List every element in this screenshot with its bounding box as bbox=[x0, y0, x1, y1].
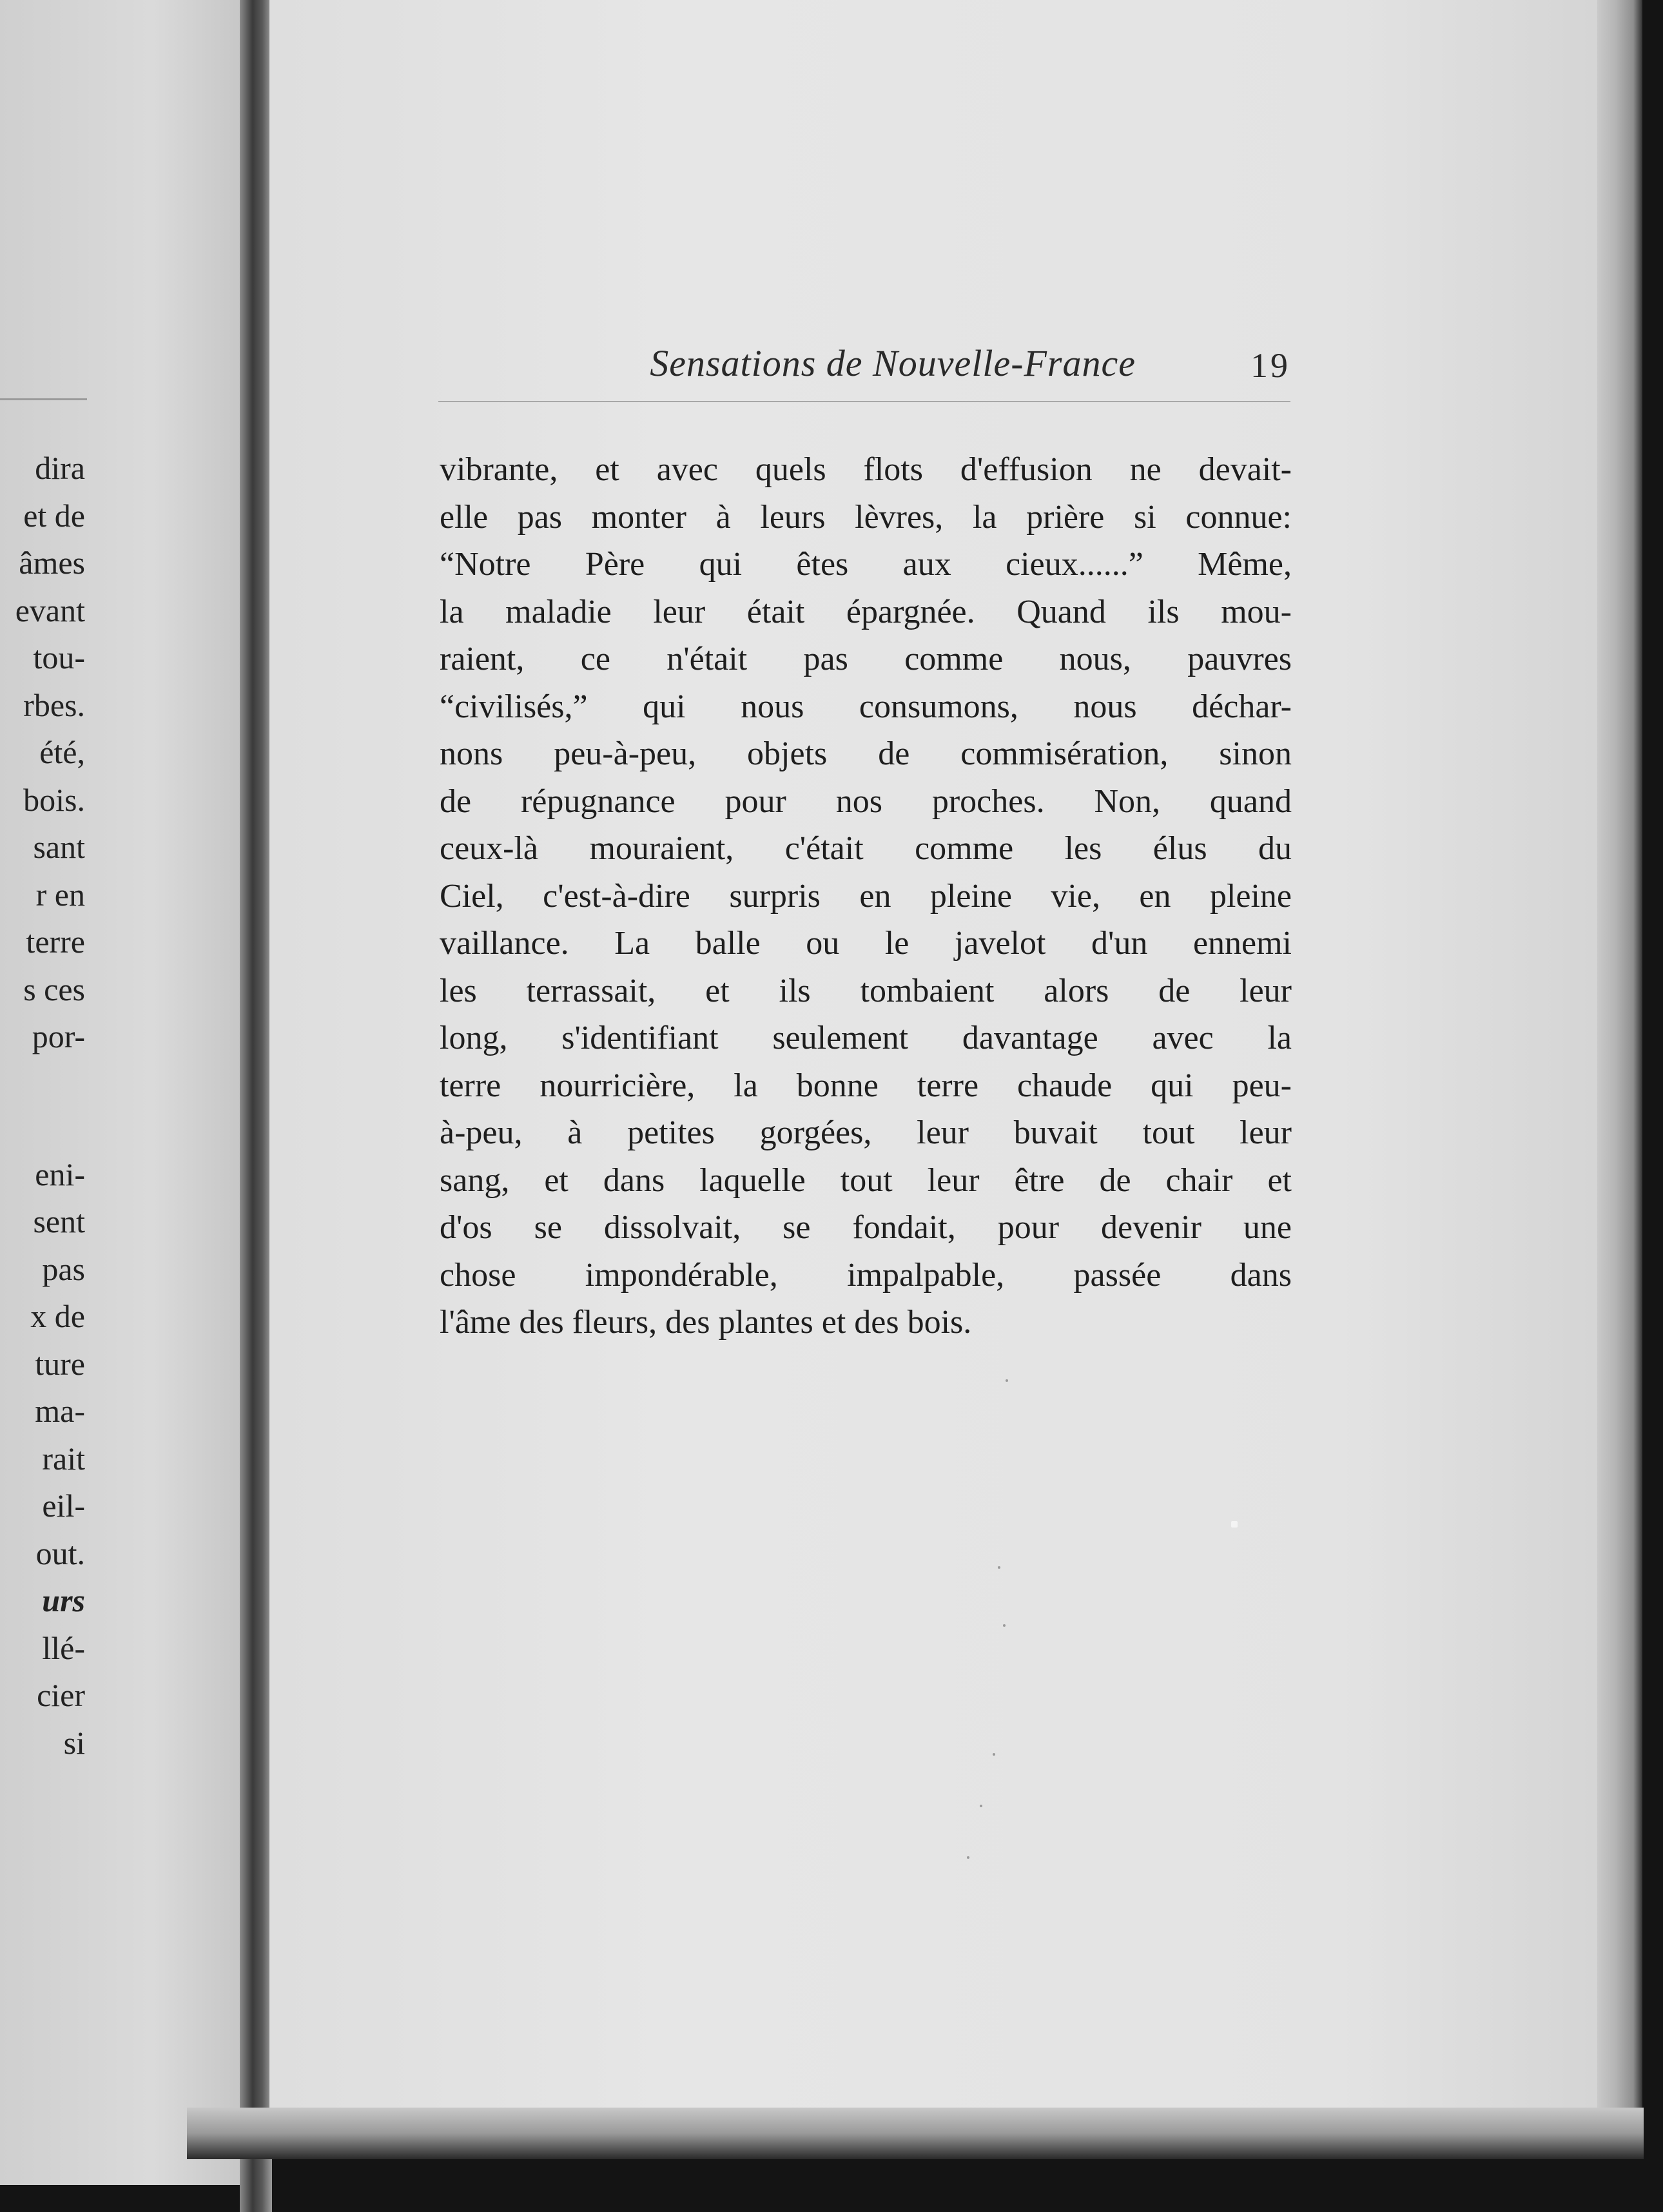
body-text bbox=[440, 446, 1292, 1346]
left-text-line: s ces bbox=[23, 971, 85, 1007]
left-text-line: bois. bbox=[23, 781, 85, 818]
page-bottom-edge bbox=[187, 2108, 1644, 2159]
bleed-through-speck bbox=[1003, 1624, 1006, 1627]
left-text-line: si bbox=[63, 1724, 85, 1761]
text-line: chose impondérable, impalpable, passée dans bbox=[440, 1256, 1292, 1294]
left-text-line: por- bbox=[32, 1018, 85, 1054]
text-line: long, s'identifiant seulement davantage avec la bbox=[440, 1020, 1292, 1056]
bleed-through-speck bbox=[998, 1566, 1000, 1569]
text-line: les terrassait, et ils tombaient alors de leur bbox=[440, 972, 1292, 1009]
left-text-line: rait bbox=[42, 1440, 85, 1477]
left-page-text bbox=[0, 445, 85, 1767]
text-line: à-peu, à petites gorgées, leur buvait tout leur bbox=[440, 1114, 1292, 1151]
page-number: 19 bbox=[1250, 346, 1290, 385]
left-text-line: cier bbox=[37, 1677, 85, 1713]
running-header bbox=[438, 342, 1290, 393]
left-text-line: et de bbox=[23, 497, 85, 534]
left-text-line: sant bbox=[33, 829, 85, 865]
text-line: “Notre Père qui êtes aux cieux......” Même, bbox=[440, 546, 1292, 583]
left-text-line: llé- bbox=[42, 1629, 85, 1666]
bleed-through-speck bbox=[980, 1805, 982, 1807]
left-text-line: eil- bbox=[42, 1488, 85, 1524]
left-text-line: tou- bbox=[33, 639, 85, 675]
text-line: elle pas monter à leurs lèvres, la prière si connue: bbox=[440, 498, 1292, 536]
left-page bbox=[0, 0, 255, 2185]
text-line: “civilisés,” qui nous consumons, nous déchar- bbox=[440, 688, 1292, 725]
left-text-line: été, bbox=[39, 734, 85, 770]
text-line: de répugnance pour nos proches. Non, quand bbox=[440, 782, 1292, 820]
bleed-through-speck bbox=[967, 1856, 969, 1859]
left-text-line: eni- bbox=[35, 1156, 85, 1192]
text-line: raient, ce n'était pas comme nous, pauvres bbox=[440, 641, 1292, 677]
left-text-line: sent bbox=[33, 1203, 85, 1239]
left-text-line: r en bbox=[35, 876, 85, 913]
left-text-gap bbox=[0, 1061, 85, 1151]
running-title: Sensations de Nouvelle-France bbox=[650, 342, 1136, 384]
left-text-line: pas bbox=[42, 1250, 85, 1287]
left-text-line: out. bbox=[35, 1535, 85, 1571]
left-text-line: x de bbox=[30, 1298, 85, 1334]
left-text-line: terre bbox=[26, 924, 85, 960]
header-rule bbox=[438, 401, 1290, 402]
text-line-last: l'âme des fleurs, des plantes et des bois. bbox=[440, 1304, 972, 1341]
left-text-line: ma- bbox=[35, 1393, 85, 1429]
book-gutter bbox=[240, 0, 272, 2212]
left-text-line: evant bbox=[15, 592, 85, 628]
page-fore-edge bbox=[1597, 0, 1642, 2146]
text-line: ceux-là mouraient, c'était comme les élus du bbox=[440, 830, 1292, 867]
bleed-through-speck bbox=[993, 1753, 995, 1756]
text-line: la maladie leur était épargnée. Quand ils mou- bbox=[440, 593, 1292, 630]
left-text-line: rbes. bbox=[23, 686, 85, 723]
text-line: Ciel, c'est-à-dire surpris en pleine vie, en pleine bbox=[440, 877, 1292, 915]
left-header-rule bbox=[0, 398, 87, 400]
text-line: terre nourricière, la bonne terre chaude qui peu- bbox=[440, 1067, 1292, 1104]
left-text-line: âmes bbox=[19, 545, 85, 581]
bleed-through-speck bbox=[1231, 1521, 1238, 1528]
left-text-line: dira bbox=[35, 450, 85, 486]
text-line: sang, et dans laquelle tout leur être de chair et bbox=[440, 1161, 1292, 1199]
left-text-line: ture bbox=[35, 1345, 85, 1382]
text-line: vaillance. La balle ou le javelot d'un ennemi bbox=[440, 925, 1292, 962]
text-line: d'os se dissolvait, se fondait, pour devenir une bbox=[440, 1209, 1292, 1246]
text-line: nons peu-à-peu, objets de commisération, sinon bbox=[440, 735, 1292, 772]
left-text-line-italic: urs bbox=[42, 1582, 85, 1618]
text-line: vibrante, et avec quels flots d'effusion ne devait- bbox=[440, 451, 1292, 488]
bleed-through-speck bbox=[1006, 1379, 1008, 1382]
